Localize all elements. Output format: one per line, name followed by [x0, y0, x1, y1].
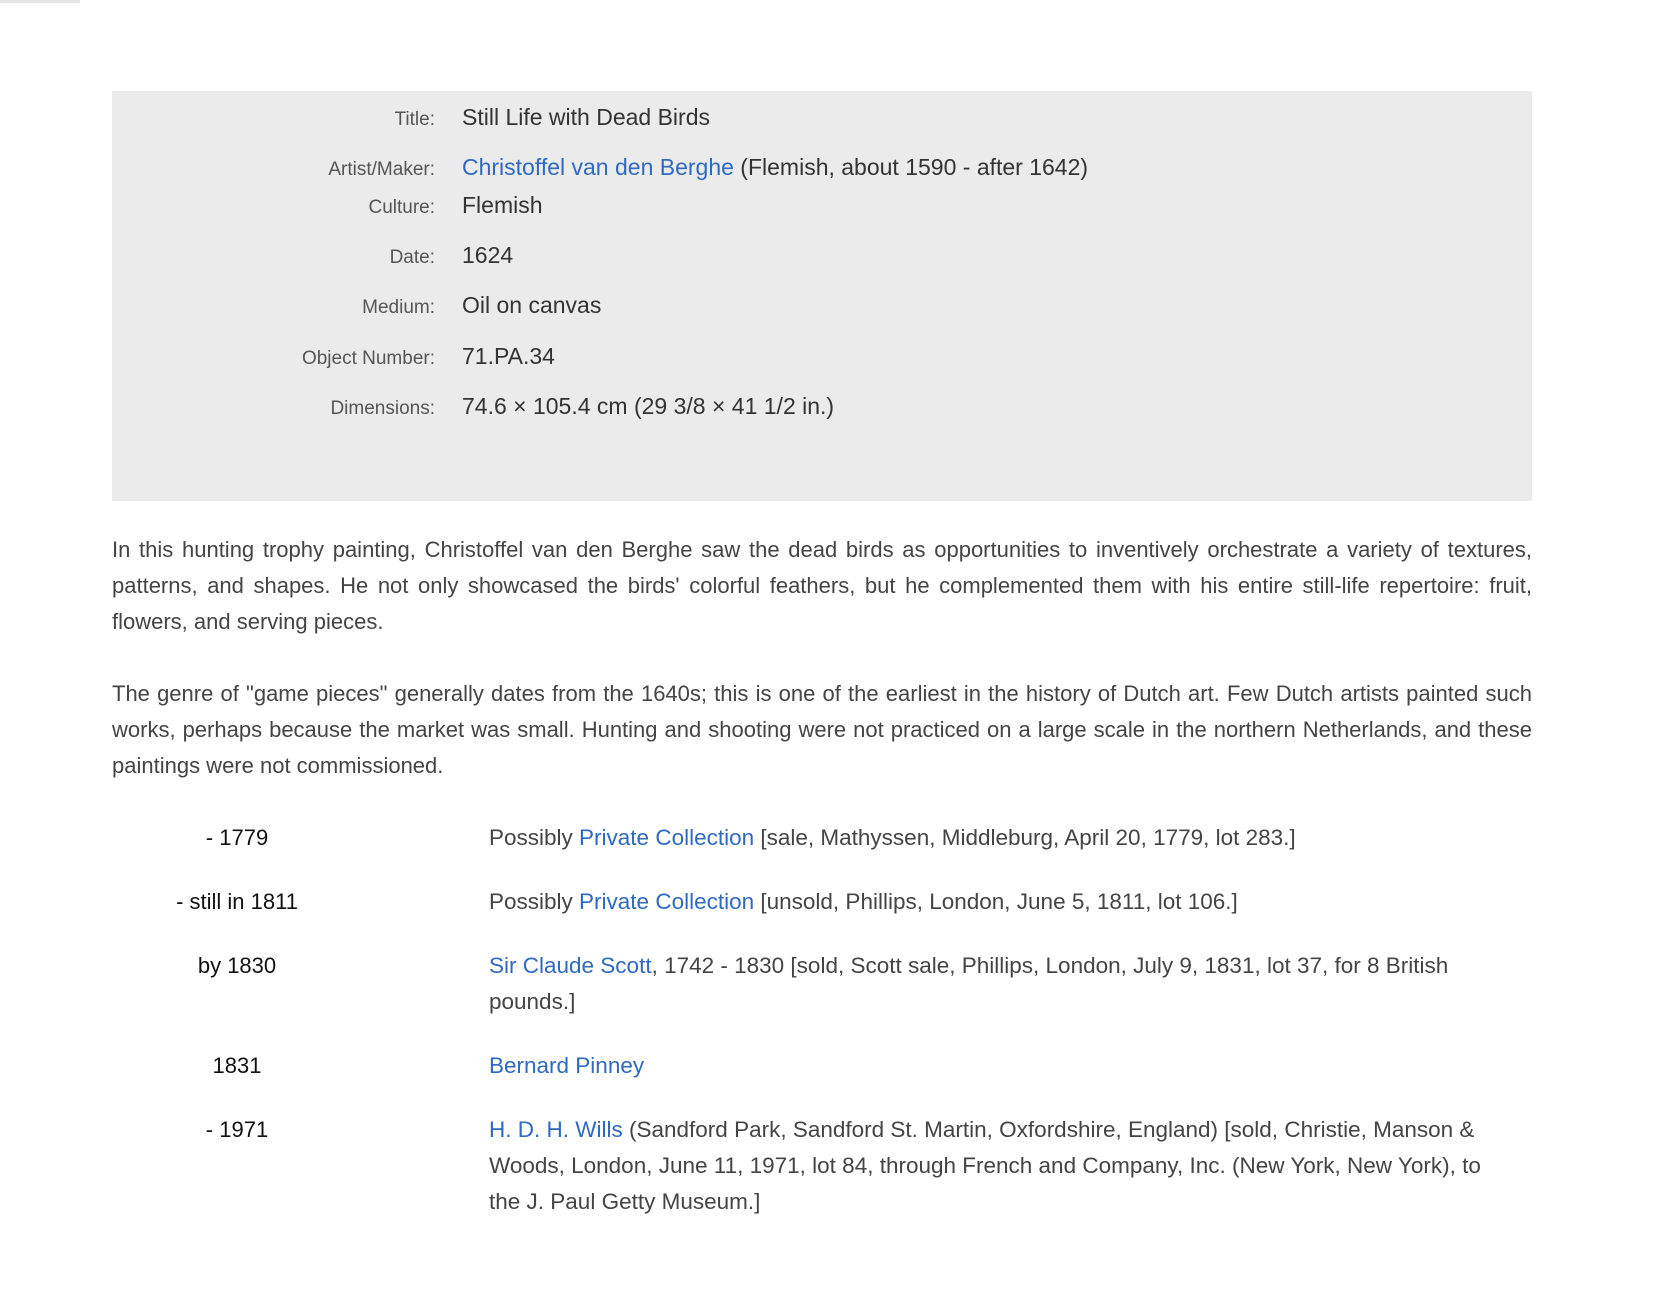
provenance-suffix: [unsold, Phillips, London, June 5, 1811, lot 106.]: [754, 889, 1238, 914]
provenance-owner-link[interactable]: Bernard Pinney: [489, 1053, 645, 1078]
artist-label: Artist/Maker:: [328, 159, 435, 180]
medium-value: Oil on canvas: [462, 292, 602, 318]
object-number-value: 71.PA.34: [462, 343, 555, 369]
provenance-entry: [112, 820, 1532, 856]
detail-row-medium: [112, 292, 1532, 343]
object-description: [112, 532, 1532, 784]
provenance-entry: [112, 1048, 1532, 1084]
object-number-label: Object Number:: [301, 348, 435, 369]
provenance-owner-link[interactable]: H. D. H. Wills: [489, 1117, 623, 1142]
provenance-suffix: [sale, Mathyssen, Middleburg, April 20, 1779, lot 283.]: [754, 825, 1296, 850]
provenance-text: [489, 820, 1489, 856]
dimensions-label: Dimensions:: [330, 398, 435, 419]
provenance-date: by 1830: [197, 953, 277, 978]
dimensions-value: 74.6 × 105.4 cm (29 3/8 × 41 1/2 in.): [462, 393, 835, 419]
provenance-list: [112, 820, 1532, 1220]
title-label: Title:: [394, 109, 435, 130]
object-details-panel: [112, 91, 1532, 501]
detail-row-artist: [112, 154, 1532, 192]
provenance-owner-link[interactable]: Sir Claude Scott: [489, 953, 652, 978]
detail-row-object-number: [112, 343, 1532, 393]
provenance-entry: [112, 1112, 1532, 1220]
provenance-prefix: Possibly: [489, 825, 580, 850]
artist-value: [462, 154, 1088, 181]
provenance-suffix: , 1742 - 1830 [sold, Scott sale, Phillips, London, July 9, 1831, lot 37, for 8 British pounds.]: [489, 953, 1449, 1014]
provenance-owner-link[interactable]: Private Collection: [579, 889, 755, 914]
provenance-suffix: (Sandford Park, Sandford St. Martin, Oxfordshire, England) [sold, Christie, Manson & Woods, London, June 11, 1971, lot 84, through French and Company, Inc. (New York, New York), to the J. Paul Getty Museum.]: [489, 1117, 1481, 1214]
provenance-text: [489, 884, 1489, 920]
description-paragraph: In this hunting trophy painting, Christoffel van den Berghe saw the dead birds as opportunities to inventively orchestrate a variety of textures, patterns, and shapes. He not only showcased the birds' colorful feathers, but he complemented them with his entire still-life repertoire: fruit, flowers, and serving pieces.: [112, 537, 1532, 634]
provenance-text: [489, 1112, 1489, 1220]
culture-value: Flemish: [462, 192, 543, 218]
object-page-content: [112, 91, 1532, 1248]
provenance-entry: [112, 884, 1532, 920]
provenance-entry: [112, 948, 1532, 1020]
medium-label: Medium:: [362, 297, 435, 318]
culture-label: Culture:: [368, 197, 435, 218]
title-value: Still Life with Dead Birds: [462, 104, 710, 130]
provenance-owner-link[interactable]: Private Collection: [579, 825, 755, 850]
artist-info: (Flemish, about 1590 - after 1642): [733, 154, 1089, 180]
detail-row-culture: [112, 192, 1532, 242]
artist-link[interactable]: Christoffel van den Berghe: [462, 154, 734, 180]
provenance-text: [489, 948, 1489, 1020]
detail-row-date: [112, 242, 1532, 292]
detail-row-title: [112, 104, 1532, 154]
provenance-date: - still in 1811: [176, 889, 298, 914]
description-paragraph: The genre of "game pieces" generally dates from the 1640s; this is one of the earliest in the history of Dutch art. Few Dutch artists painted such works, perhaps because the market was small. Hunting and shooting were not practiced on a large scale in the northern Netherlands, and these paintings were not commissioned.: [112, 681, 1532, 778]
provenance-text: [489, 1048, 1489, 1084]
detail-row-dimensions: [112, 393, 1532, 443]
provenance-date: 1831: [212, 1053, 262, 1078]
provenance-prefix: Possibly: [489, 889, 580, 914]
provenance-date: - 1971: [205, 1117, 269, 1142]
top-tab-remnant: [0, 0, 80, 3]
date-label: Date:: [389, 247, 435, 268]
date-value: 1624: [462, 242, 514, 268]
provenance-date: - 1779: [205, 825, 269, 850]
